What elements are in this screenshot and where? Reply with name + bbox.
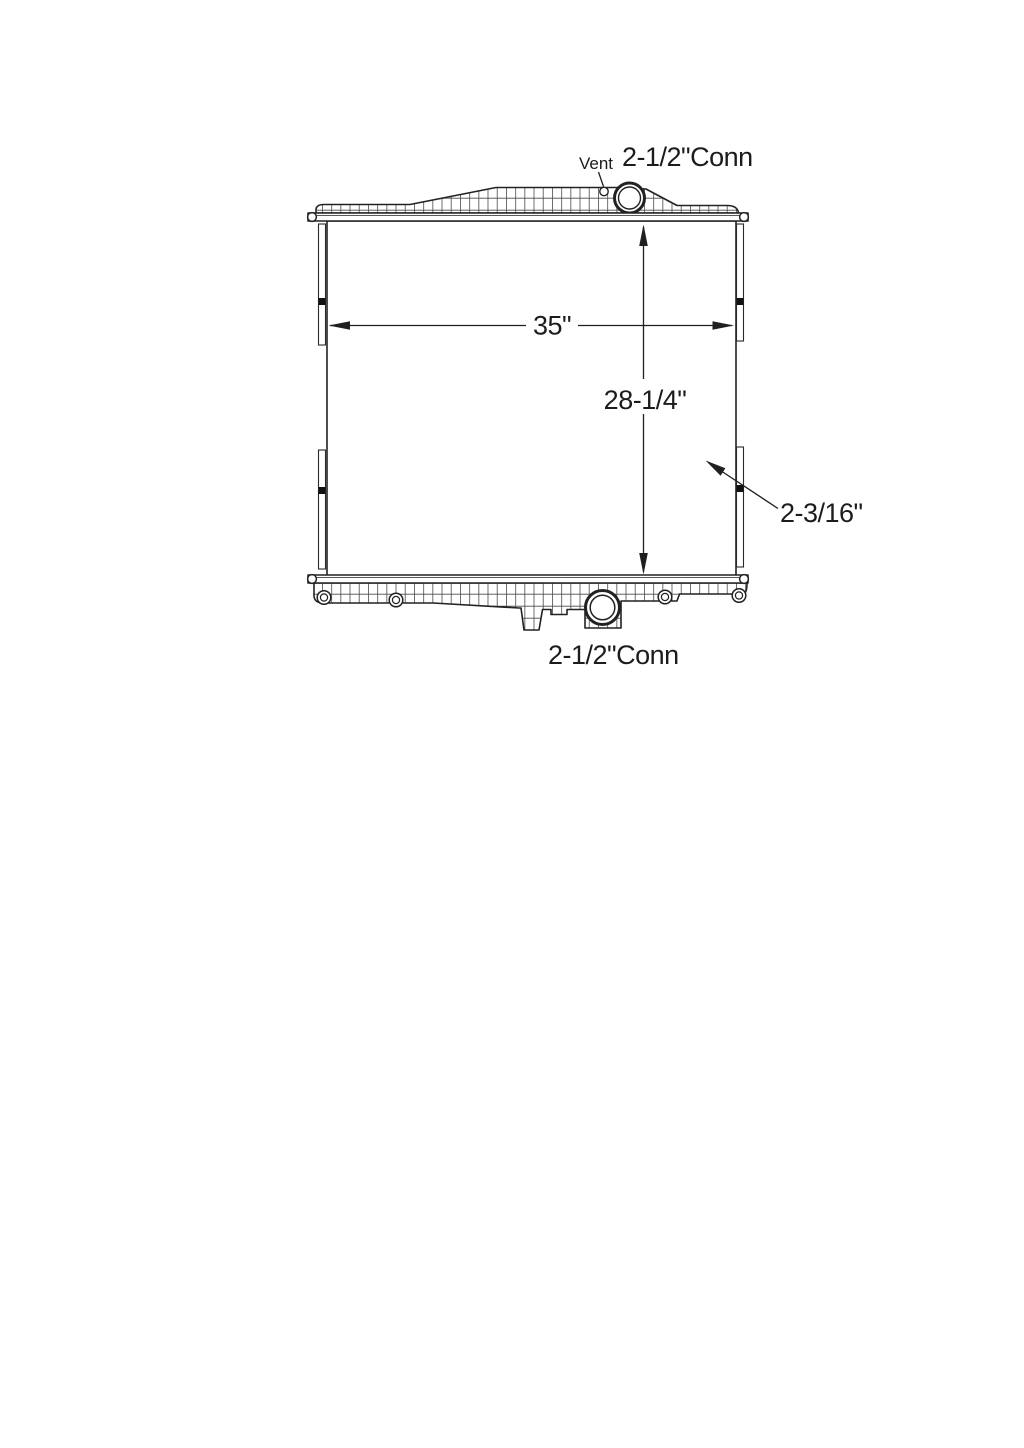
mounting-hole-inner: [661, 593, 668, 600]
bottom-header: [308, 575, 749, 584]
bottom-connection-label: 2-1/2"Conn: [548, 640, 679, 670]
right-channel-upper: [737, 224, 744, 341]
top-header-pin-right: [740, 213, 749, 222]
bottom-header-pin-right: [740, 575, 749, 584]
top-header-pin-left: [308, 213, 317, 222]
vent-label: Vent: [579, 154, 614, 173]
width-dimension-label: 35": [532, 310, 572, 341]
bottom-tank: [314, 583, 747, 630]
right-channel-lower: [737, 447, 744, 567]
top-tank-body: [316, 188, 739, 214]
thickness-dimension-label: 2-3/16": [780, 498, 863, 528]
left-channel-tick-upper: [319, 298, 326, 305]
right-side-channel: [737, 224, 744, 567]
mounting-hole-inner: [392, 596, 399, 603]
left-channel-tick-lower: [319, 487, 326, 494]
left-channel-upper: [319, 224, 326, 345]
right-channel-tick-lower: [737, 485, 744, 492]
top-header: [308, 213, 749, 222]
vent-hole: [600, 187, 608, 195]
mounting-hole-inner: [320, 594, 327, 601]
top-header-bar: [308, 213, 748, 221]
bottom-header-bar: [308, 575, 748, 583]
height-dimension-label: 28-1/4": [603, 385, 687, 415]
bottom-header-pin-left: [308, 575, 317, 584]
mounting-hole-inner: [735, 592, 742, 599]
left-channel-lower: [319, 450, 326, 569]
vent-leader-line: [599, 172, 604, 187]
top-tank: [316, 183, 739, 213]
left-side-channel: [319, 224, 326, 569]
right-channel-tick-upper: [737, 298, 744, 305]
top-connection-label: 2-1/2"Conn: [622, 142, 753, 172]
bottom-tank-body: [314, 583, 747, 630]
